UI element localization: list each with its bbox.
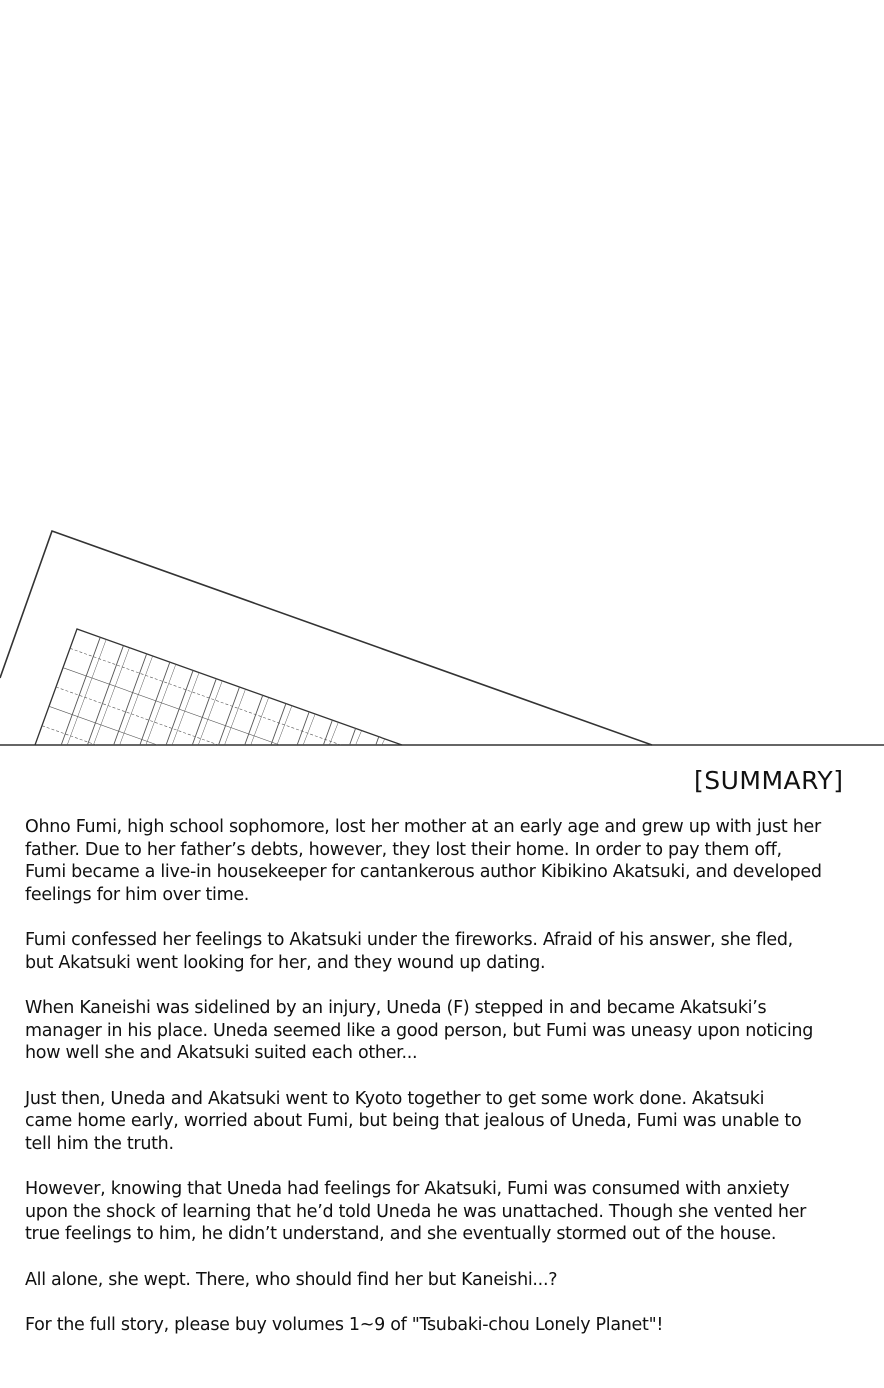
window-column-line: [146, 664, 176, 745]
building-facade: [35, 629, 402, 745]
summary-paragraph: For the full story, please buy volumes 1~9 of "Tsubaki-chou Lonely Planet"!: [25, 1315, 664, 1335]
window-floor-line: [63, 668, 280, 745]
summary-title: [SUMMARY]: [694, 766, 844, 795]
window-column-line: [140, 662, 170, 745]
summary-paragraph: Ohno Fumi, high school sophomore, lost her mother at an early age and grew up with just her father. Due to her father’s debts, however, they lost their home. In order to pay them off, Fumi became a live-in housekeeper for cantankerous author Kibikino Akatsuki, and developed feelings for him over time.: [25, 817, 822, 905]
window-column-line: [277, 706, 292, 745]
window-column-line: [166, 670, 193, 745]
window-column-line: [297, 712, 309, 745]
roof-outline: [0, 531, 652, 745]
window-column-line: [93, 648, 129, 745]
window-column-line: [87, 646, 123, 745]
window-floor-line: [56, 687, 219, 745]
window-column-line: [376, 737, 379, 745]
window-column-line: [350, 728, 356, 745]
window-floor-line: [49, 706, 157, 745]
window-column-line: [120, 656, 153, 745]
summary-paragraph: However, knowing that Uneda had feelings for Akatsuki, Fumi was consumed with anxiety upon the shock of learning that he’d told Uneda he was unattached. Though she vented her true feelings to him, he didn’t understand, and she eventually stormed out of the house.: [25, 1179, 807, 1244]
summary-body: [25, 816, 875, 1360]
window-column-line: [356, 731, 362, 745]
summary-paragraph: When Kaneishi was sidelined by an injury, Uneda (F) stepped in and became Akatsuki’s manager in his place. Uneda seemed like a good person, but Fumi was uneasy upon noticing how well she and Akatsuki suited each other...: [25, 998, 814, 1063]
window-column-line: [382, 739, 385, 745]
window-column-line: [219, 687, 240, 745]
summary-paragraph: Just then, Uneda and Akatsuki went to Kyoto together to get some work done. Akatsuki came home early, worried about Fumi, but being that jealous of Uneda, Fumi was unable to tell him the truth.: [25, 1088, 802, 1154]
window-column-line: [192, 679, 216, 745]
summary-paragraph: Fumi confessed her feelings to Akatsuki under the fireworks. Afraid of his answer, she fled, but Akatsuki went looking for her, and they wound up dating.: [25, 930, 793, 973]
window-column-line: [198, 681, 222, 745]
window-column-line: [172, 673, 199, 745]
window-column-line: [225, 689, 246, 745]
window-column-line: [67, 639, 106, 745]
window-floor-line: [70, 648, 341, 745]
summary-paragraph: All alone, she wept. There, who should find her but Kaneishi...?: [25, 1269, 558, 1290]
window-column-line: [303, 714, 315, 745]
